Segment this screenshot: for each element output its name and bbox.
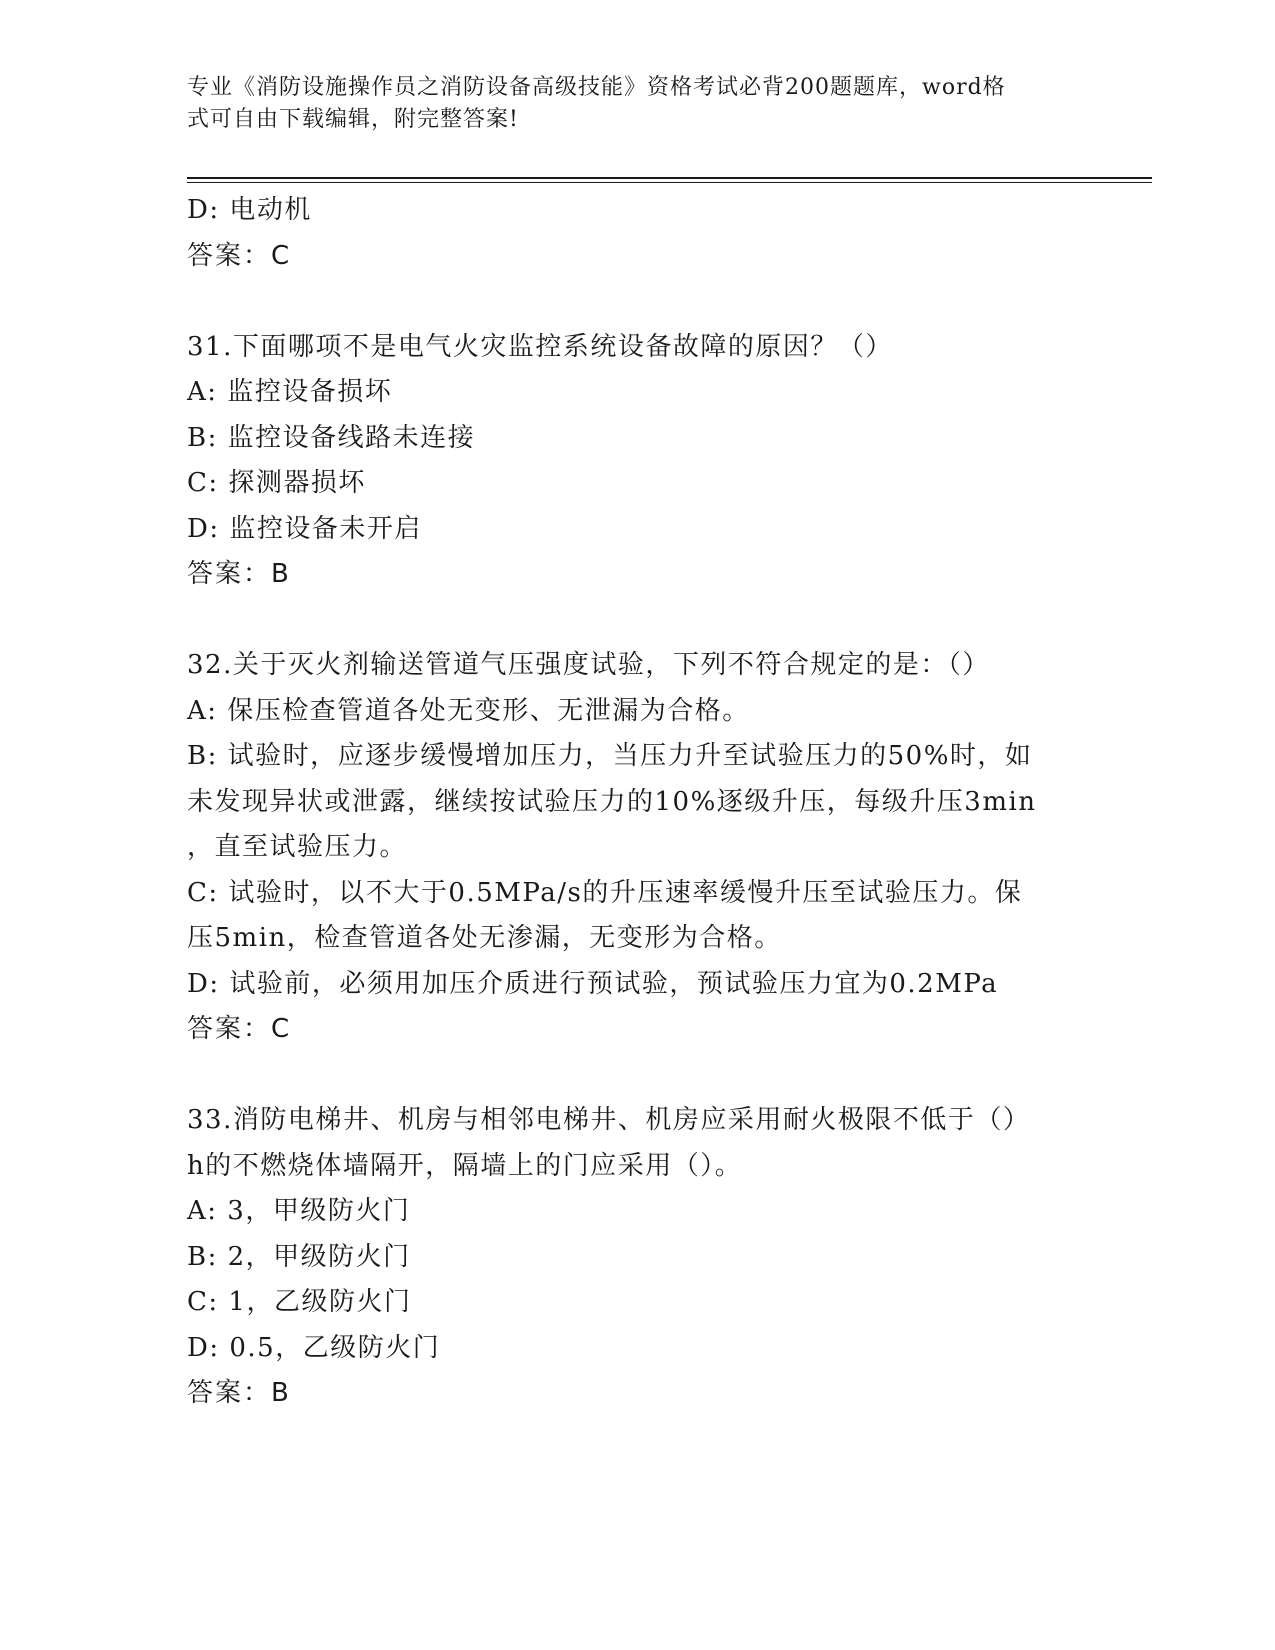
option-c: C: 1，乙级防火门 [187, 1287, 412, 1317]
header-line-1: 专业《消防设施操作员之消防设备高级技能》资格考试必背200题题库，word格 [187, 75, 1006, 100]
spacer [187, 1053, 1077, 1099]
header-divider-thin [187, 182, 1152, 183]
option-d: D: 监控设备未开启 [187, 513, 422, 544]
spacer [187, 279, 1077, 325]
spacer [187, 598, 1077, 644]
option-c-line-2: 压5min，检查管道各处无渗漏，无变形为合格。 [187, 923, 782, 953]
answer-line: 答案：C [187, 1014, 292, 1044]
option-b-line-3: ，直至试验压力。 [187, 832, 408, 862]
document-header [187, 72, 1067, 136]
answer-line: 答案：B [187, 559, 291, 589]
option-a: A: 3，甲级防火门 [187, 1196, 411, 1226]
option-b: B: 2，甲级防火门 [187, 1241, 411, 1272]
option-d: D: 电动机 [187, 195, 312, 225]
option-c: C: 探测器损坏 [187, 468, 366, 498]
header-divider-thick [187, 177, 1152, 179]
answer-line: 答案：C [187, 240, 292, 271]
question-list [187, 188, 1077, 1417]
option-d: D: 试验前，必须用加压介质进行预试验，预试验压力宜为0.2MPa [187, 968, 999, 999]
question-30-tail [187, 188, 1077, 279]
option-b-line-1: B: 试验时，应逐步缓慢增加压力，当压力升至试验压力的50%时，如 [187, 741, 1033, 771]
header-line-2: 式可自由下载编辑，附完整答案! [187, 107, 519, 132]
question-text: 31.下面哪项不是电气火灾监控系统设备故障的原因？（） [187, 331, 893, 362]
option-d: D: 0.5，乙级防火门 [187, 1332, 441, 1363]
question-text: 32.关于灭火剂输送管道气压强度试验，下列不符合规定的是：（） [187, 650, 990, 680]
option-b-line-2: 未发现异状或泄露，继续按试验压力的10%逐级升压，每级升压3min [187, 786, 1037, 817]
question-33 [187, 1098, 1077, 1417]
question-31 [187, 325, 1077, 598]
option-a: A: 监控设备损坏 [187, 377, 393, 407]
option-b: B: 监控设备线路未连接 [187, 422, 476, 453]
question-32 [187, 643, 1077, 1053]
question-text-line-2: h的不燃烧体墙隔开，隔墙上的门应采用（）。 [187, 1150, 743, 1181]
answer-line: 答案：B [187, 1378, 291, 1408]
option-c-line-1: C: 试验时，以不大于0.5MPa/s的升压速率缓慢升压至试验压力。保 [187, 877, 1023, 908]
question-text-line-1: 33.消防电梯井、机房与相邻电梯井、机房应采用耐火极限不低于（） [187, 1105, 1031, 1135]
option-a: A: 保压检查管道各处无变形、无泄漏为合格。 [187, 695, 750, 726]
